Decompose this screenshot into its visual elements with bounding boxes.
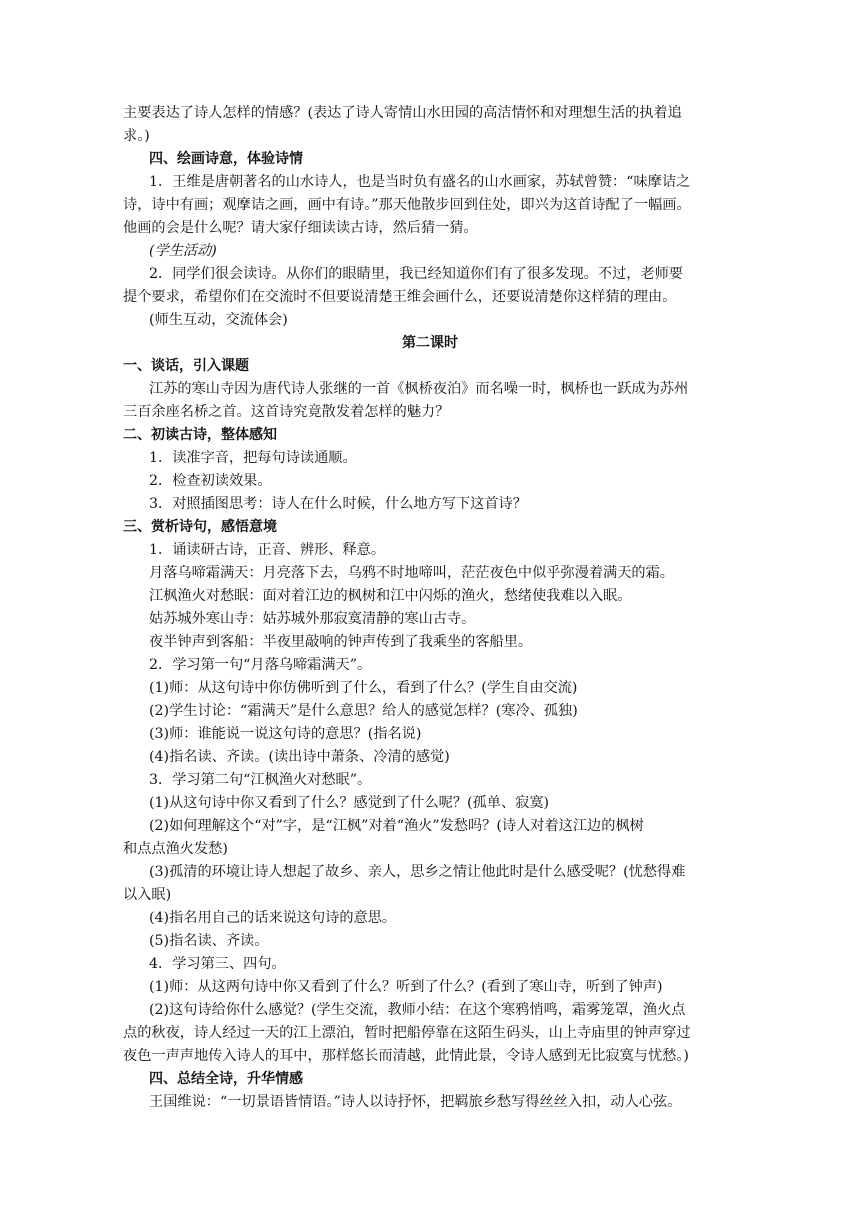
text-line: (3)孤清的环境让诗人想起了故乡、亲人，思乡之情让他此时是什么感受呢？(忧愁得难 bbox=[149, 864, 686, 880]
text-line: (1)从这句诗中你又看到了什么？感觉到了什么呢？(孤单、寂寞) bbox=[149, 795, 550, 811]
text-line: 提个要求，希望你们在交流时不但要说清楚王维会画什么，还要说清楚你这样猜的理由。 bbox=[123, 289, 677, 305]
text-line: (师生互动，交流体会) bbox=[149, 312, 288, 328]
text-line: 2．检查初读效果。 bbox=[149, 473, 272, 489]
text-line: 求。) bbox=[123, 128, 150, 144]
text-line: 和点点渔火发愁) bbox=[123, 841, 228, 857]
text-line: 夜色一声声地传入诗人的耳中，那样悠长而清越，此情此景，令诗人感到无比寂寞与忧愁。) bbox=[123, 1048, 689, 1064]
text-line: 三百余座名桥之首。这首诗究竟散发着怎样的魅力？ bbox=[123, 404, 450, 420]
text-line: (1)师：从这两句诗中你又看到了什么？听到了什么？(看到了寒山寺，听到了钟声) bbox=[149, 979, 663, 995]
text-line: 月落乌啼霜满天：月亮落下去，乌鸦不时地啼叫，茫茫夜色中似乎弥漫着满天的霜。 bbox=[149, 565, 674, 581]
section-heading: 三、赏析诗句，感悟意境 bbox=[123, 519, 277, 535]
text-line: 主要表达了诗人怎样的情感？(表达了诗人寄情山水田园的高洁情怀和对理想生活的执着追 bbox=[123, 105, 682, 121]
text-line: 1．诵读研古诗，正音、辨形、释意。 bbox=[149, 542, 386, 558]
text-line: (4)指名读、齐读。(读出诗中萧条、冷清的感觉) bbox=[149, 749, 450, 765]
text-line: 夜半钟声到客船：半夜里敲响的钟声传到了我乘坐的客船里。 bbox=[149, 634, 533, 650]
text-line: 4．学习第三、四句。 bbox=[149, 956, 286, 972]
text-line: (2)这句诗给你什么感觉？(学生交流，教师小结：在这个寒鸦悄鸣，霜雾笼罩，渔火点 bbox=[149, 1002, 686, 1018]
text-line: 他画的会是什么呢？请大家仔细读读古诗，然后猜一猜。 bbox=[123, 220, 478, 236]
text-line: 3．对照插图思考：诗人在什么时候，什么地方写下这首诗？ bbox=[149, 496, 527, 512]
text-line: 诗，诗中有画；观摩诘之画，画中有诗。”那天他散步回到住处，即兴为这首诗配了一幅画。 bbox=[123, 197, 691, 213]
text-line: 2．学习第一句“月落乌啼霜满天”。 bbox=[149, 657, 372, 673]
text-line: (2)学生讨论：“霜满天”是什么意思？给人的感觉怎样？(寒冷、孤独) bbox=[149, 703, 578, 719]
text-line: (1)师：从这句诗中你仿佛听到了什么，看到了什么？(学生自由交流) bbox=[149, 680, 578, 696]
text-line: 2．同学们很会读诗。从你们的眼睛里，我已经知道你们有了很多发现。不过，老师要 bbox=[149, 266, 683, 282]
text-line: (5)指名读、齐读。 bbox=[149, 933, 269, 949]
section-heading: 一、谈话，引入课题 bbox=[123, 358, 249, 374]
text-line: 1．王维是唐朝著名的山水诗人，也是当时负有盛名的山水画家，苏轼曾赞：“味摩诘之 bbox=[149, 174, 691, 190]
section-heading: 四、绘画诗意，体验诗情 bbox=[149, 151, 303, 167]
text-line: (3)师：谁能说一说这句诗的意思？(指名说) bbox=[149, 726, 422, 742]
text-line: (学生活动) bbox=[149, 243, 217, 259]
text-line: (2)如何理解这个“对”字，是“江枫”对着“渔火”发愁吗？(诗人对着这江边的枫树 bbox=[149, 818, 644, 834]
section-heading: 二、初读古诗，整体感知 bbox=[123, 427, 277, 443]
text-line: 王国维说：“一切景语皆情语。”诗人以诗抒怀，把羁旅乡愁写得丝丝入扣，动人心弦。 bbox=[149, 1094, 682, 1110]
text-line: (4)指名用自己的话来说这句诗的意思。 bbox=[149, 910, 397, 926]
text-line: 3．学习第二句“江枫渔火对愁眠”。 bbox=[149, 772, 372, 788]
section-heading: 四、总结全诗，升华情感 bbox=[149, 1071, 303, 1087]
text-line: 江苏的寒山寺因为唐代诗人张继的一首《枫桥夜泊》而名噪一时，枫桥也一跃成为苏州 bbox=[149, 381, 689, 397]
text-line: 姑苏城外寒山寺：姑苏城外那寂寞清静的寒山古寺。 bbox=[149, 611, 476, 627]
lesson-title: 第二课时 bbox=[402, 335, 458, 351]
text-line: 江枫渔火对愁眠：面对着江边的枫树和江中闪烁的渔火，愁绪使我难以入眠。 bbox=[149, 588, 632, 604]
text-line: 1．读准字音，把每句诗读通顺。 bbox=[149, 450, 357, 466]
text-line: 以入眠) bbox=[123, 887, 172, 903]
text-line: 点的秋夜，诗人经过一天的江上漂泊，暂时把船停靠在这陌生码头，山上寺庙里的钟声穿过 bbox=[123, 1025, 691, 1041]
